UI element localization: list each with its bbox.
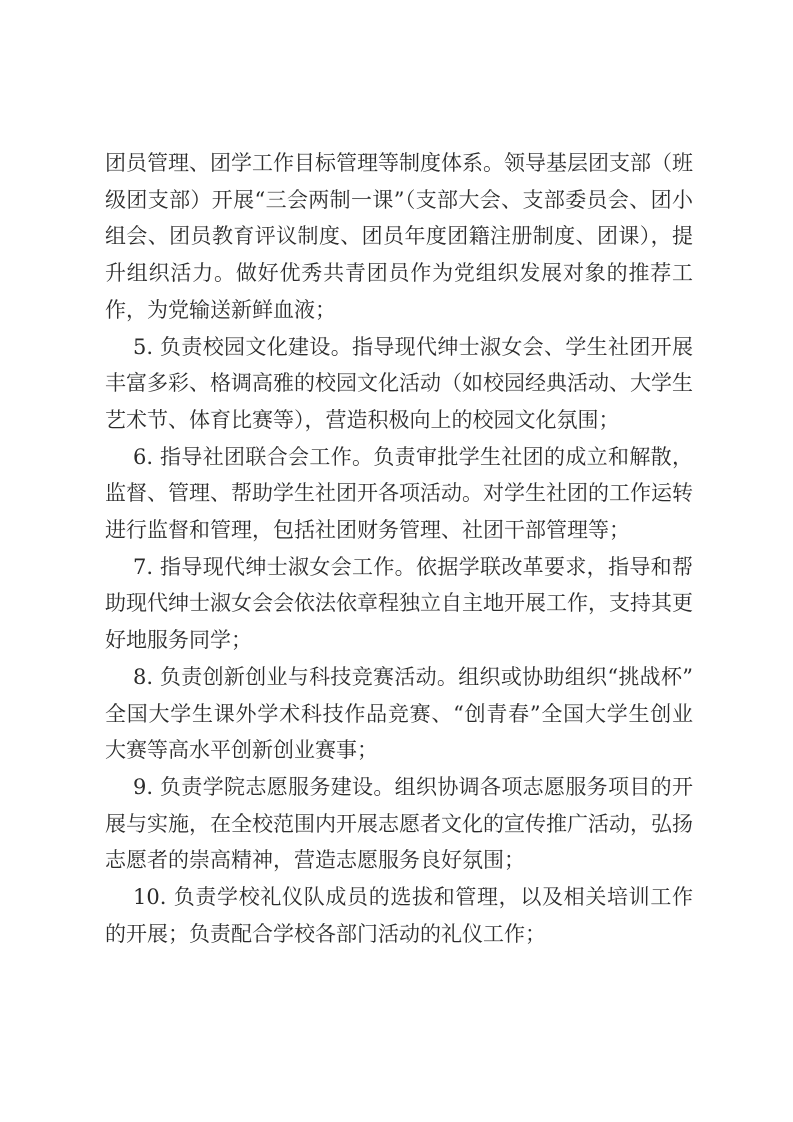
text-block xyxy=(105,145,693,952)
paragraph: 9. 负责学院志愿服务建设。组织协调各项志愿服务项目的开展与实施，在全校范围内开展志愿者文化的宣传推广活动，弘扬志愿者的崇高精神，营造志愿服务良好氛围； xyxy=(105,774,693,873)
paragraph: 6. 指导社团联合会工作。负责审批学生社团的成立和解散，监督、管理、帮助学生社团开各项活动。对学生社团的工作运转进行监督和管理，包括社团财务管理、社团干部管理等； xyxy=(105,444,693,543)
paragraph: 10. 负责学校礼仪队成员的选拔和管理，以及相关培训工作的开展；负责配合学校各部门活动的礼仪工作； xyxy=(105,885,693,946)
paragraph: 5. 负责校园文化建设。指导现代绅士淑女会、学生社团开展丰富多彩、格调高雅的校园文化活动（如校园经典活动、大学生艺术节、体育比赛等），营造积极向上的校园文化氛围； xyxy=(105,334,693,432)
paragraph: 7. 指导现代绅士淑女会工作。依据学联改革要求，指导和帮助现代绅士淑女会会依法依章程独立自主地开展工作，支持其更好地服务同学； xyxy=(105,554,693,653)
paragraph: 8. 负责创新创业与科技竞赛活动。组织或协助组织“挑战杯”全国大学生课外学术科技作品竞赛、“创青春”全国大学生创业大赛等高水平创新创业赛事； xyxy=(105,664,693,763)
paragraph: 团员管理、团学工作目标管理等制度体系。领导基层团支部（班级团支部）开展“三会两制一课”（支部大会、支部委员会、团小组会、团员教育评议制度、团员年度团籍注册制度、团课），提升组织活力。做好优秀共青团员作为党组织发展对象的推荐工作，为党输送新鲜血液； xyxy=(105,151,693,322)
